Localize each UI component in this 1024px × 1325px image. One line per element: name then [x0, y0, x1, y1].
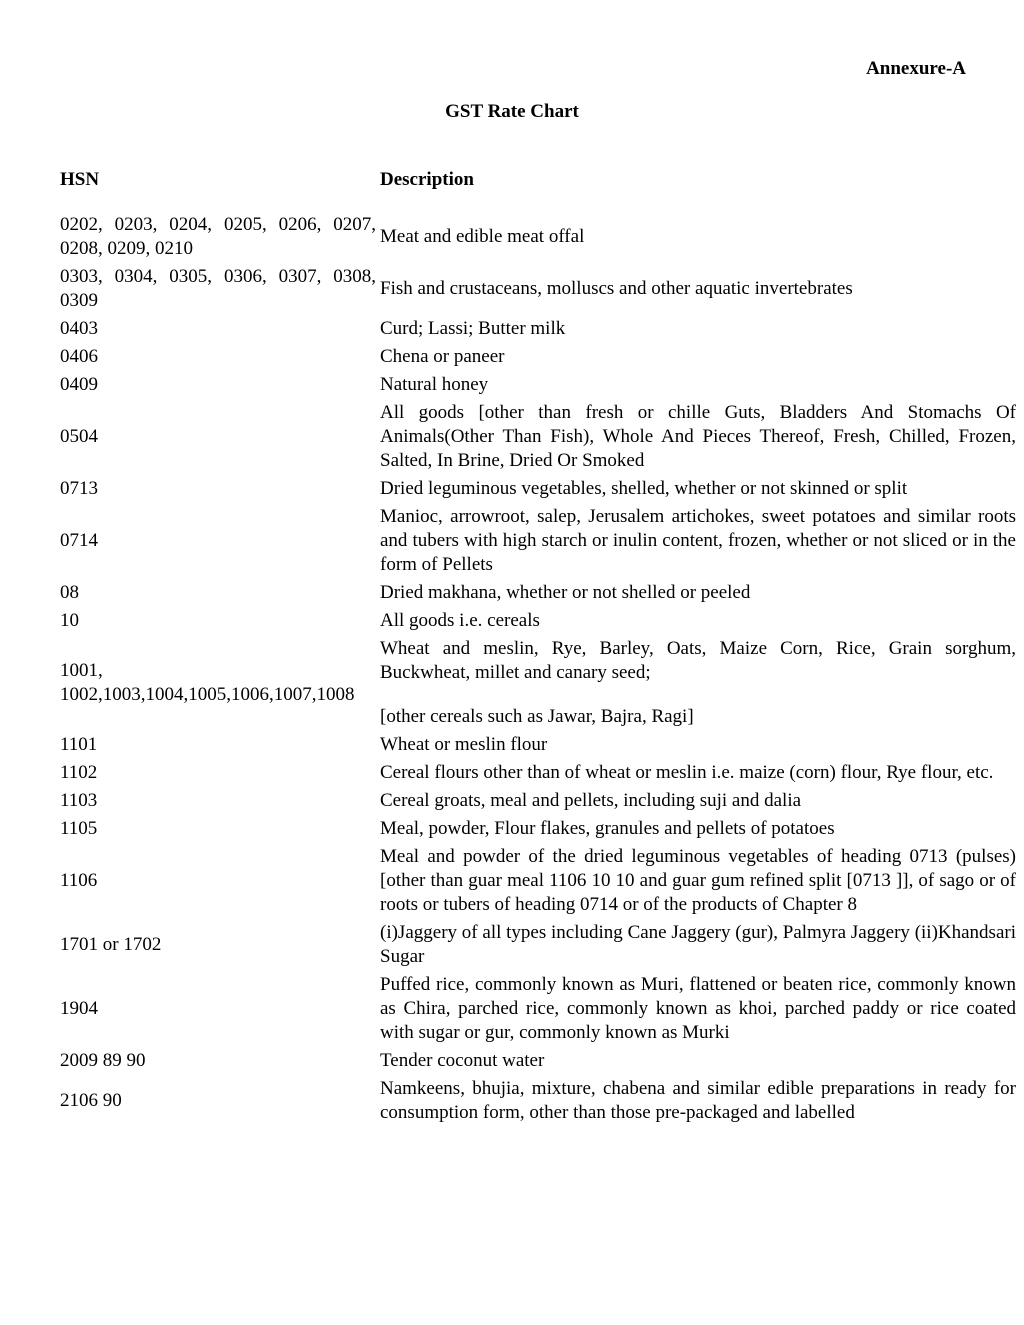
- hsn-cell: 1701 or 1702: [60, 934, 162, 955]
- hsn-cell: 0504: [60, 426, 98, 447]
- hsn-cell: 1102: [60, 762, 98, 783]
- hsn-column-header: HSN: [60, 169, 100, 190]
- table-row: [58, 815, 1018, 843]
- table-row: [58, 919, 1018, 971]
- table-header-row: [58, 163, 1018, 211]
- hsn-cell: 0403: [60, 318, 98, 339]
- table-row: [58, 1075, 1018, 1127]
- table-row: [58, 635, 1018, 731]
- hsn-cell: 2106 90: [60, 1090, 122, 1111]
- table-row: [58, 759, 1018, 787]
- description-cell: Natural honey: [380, 374, 489, 395]
- table-row: [58, 579, 1018, 607]
- annexure-label: Annexure-A: [866, 58, 966, 79]
- description-cell: Meal and powder of the dried leguminous vegetables of heading 0713 (pulses) [other than guar meal 1106 10 10 and guar gum refined split [0713 ]], of sago or of roots or tubers of heading 0714 or of the products of Chapter 8: [380, 846, 1016, 915]
- description-cell: All goods [other than fresh or chille Guts, Bladders And Stomachs Of Animals(Other Than Fish), Whole And Pieces Thereof, Fresh, Chilled, Frozen, Salted, In Brine, Dried Or Smoked: [380, 402, 1016, 471]
- description-main: Wheat and meslin, Rye, Barley, Oats, Maize Corn, Rice, Grain sorghum, Buckwheat, millet and canary seed;: [380, 638, 1016, 683]
- description-cell: Puffed rice, commonly known as Muri, flattened or beaten rice, commonly known as Chira, parched rice, commonly known as khoi, parched paddy or rice coated with sugar or gur, commonly known as Murki: [380, 974, 1016, 1043]
- description-cell: Fish and crustaceans, molluscs and other aquatic invertebrates: [380, 278, 853, 299]
- description-cell: Meal, powder, Flour flakes, granules and pellets of potatoes: [380, 818, 835, 839]
- table-row: [58, 399, 1018, 475]
- description-cell: [378, 635, 1018, 731]
- description-cell: Chena or paneer: [380, 346, 505, 367]
- table-row: [58, 843, 1018, 919]
- description-cell: (i)Jaggery of all types including Cane Jaggery (gur), Palmyra Jaggery (ii)Khandsari Sugar: [380, 922, 1016, 967]
- table-row: [58, 731, 1018, 759]
- table-row: [58, 263, 1018, 315]
- table-row: [58, 211, 1018, 263]
- table-row: [58, 503, 1018, 579]
- hsn-cell: 08: [60, 582, 79, 603]
- description-column-header: Description: [380, 169, 474, 190]
- table-row: [58, 343, 1018, 371]
- hsn-cell: 0714: [60, 530, 98, 551]
- hsn-cell: 1904: [60, 998, 98, 1019]
- table-row: [58, 971, 1018, 1047]
- description-cell: Namkeens, bhujia, mixture, chabena and similar edible preparations in ready for consumption form, other than those pre-packaged and labelled: [380, 1078, 1016, 1123]
- description-cell: Manioc, arrowroot, salep, Jerusalem artichokes, sweet potatoes and similar roots and tubers with high starch or inulin content, frozen, whether or not sliced or in the form of Pellets: [380, 506, 1016, 575]
- hsn-cell: 0202, 0203, 0204, 0205, 0206, 0207, 0208, 0209, 0210: [60, 214, 376, 259]
- description-cell: All goods i.e. cereals: [380, 610, 540, 631]
- hsn-cell: 0409: [60, 374, 98, 395]
- gst-rate-table: [58, 163, 1018, 1127]
- table-row: [58, 607, 1018, 635]
- description-cell: Curd; Lassi; Butter milk: [380, 318, 566, 339]
- hsn-cell: 0303, 0304, 0305, 0306, 0307, 0308, 0309: [60, 266, 376, 311]
- table-row: [58, 371, 1018, 399]
- hsn-cell: 2009 89 90: [60, 1050, 146, 1071]
- description-cell: Dried makhana, whether or not shelled or peeled: [380, 582, 751, 603]
- description-cell: Cereal flours other than of wheat or meslin i.e. maize (corn) flour, Rye flour, etc.: [380, 762, 994, 783]
- hsn-cell: 10: [60, 610, 79, 631]
- table-row: [58, 315, 1018, 343]
- table-row: [58, 1047, 1018, 1075]
- description-extra: [other cereals such as Jawar, Bajra, Ragi]: [380, 706, 694, 727]
- description-cell: Tender coconut water: [380, 1050, 545, 1071]
- description-cell: Wheat or meslin flour: [380, 734, 548, 755]
- description-cell: Dried leguminous vegetables, shelled, whether or not skinned or split: [380, 478, 908, 499]
- hsn-cell: 1101: [60, 734, 98, 755]
- hsn-cell: 1103: [60, 790, 98, 811]
- description-cell: Meat and edible meat offal: [380, 226, 585, 247]
- table-row: [58, 475, 1018, 503]
- hsn-cell: 0713: [60, 478, 98, 499]
- page-title: GST Rate Chart: [445, 101, 579, 122]
- table-row: [58, 787, 1018, 815]
- description-cell: Cereal groats, meal and pellets, including suji and dalia: [380, 790, 802, 811]
- hsn-cell: 1105: [60, 818, 98, 839]
- hsn-cell: 1001, 1002,1003,1004,1005,1006,1007,1008: [60, 660, 355, 705]
- hsn-cell: 0406: [60, 346, 98, 367]
- hsn-cell: 1106: [60, 870, 98, 891]
